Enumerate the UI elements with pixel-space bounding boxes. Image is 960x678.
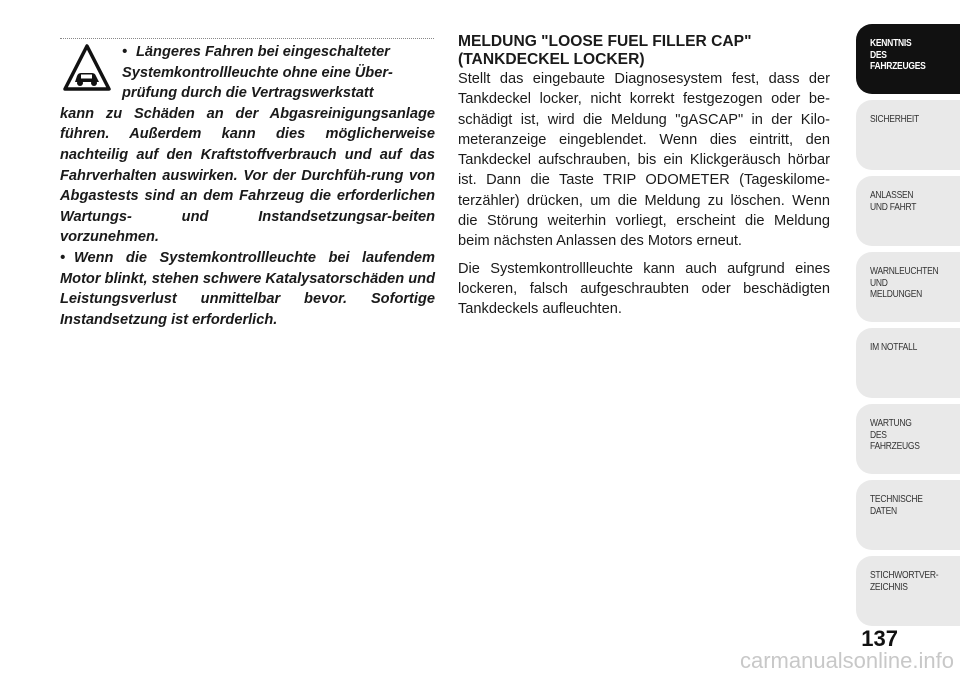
tab-warnleuchten-und-meldungen[interactable]: [856, 252, 960, 322]
bullet-dot: •: [122, 44, 128, 60]
chapter-sidebar: [856, 24, 960, 632]
warning-bullet-1-continuation: kann zu Schäden an der Abgasreinigungsanlage führen. Außerdem kann dies möglicherweise nachteilig auf den Kraftstoffverbrauch und auf das Fahrverhalten auswirken. Vor der Durchfüh-rung von Abgastests sind an dem Fahrzeug die erforderlichen Wartungs- und Instandsetzungsar-beiten vorzunehmen.: [60, 105, 435, 246]
warning-text-block: [60, 42, 435, 330]
loose-fuel-cap-section: [458, 33, 830, 320]
warning-bullet-1-line-3: prüfung durch die Vertragswerkstatt: [122, 85, 374, 102]
tab-label: SICHERHEIT: [870, 114, 919, 125]
tab-kenntnis-des-fahrzeuges[interactable]: [856, 24, 960, 94]
tab-stichwortverzeichnis[interactable]: [856, 556, 960, 626]
section-paragraph-1: Stellt das eingebaute Diagnosesystem fest, dass der Tankdeckel locker, nicht korrekt festgezogen oder be-schädigt ist, wird die Meldung "gASCAP" in der Kilo-meteranzeige eingeblendet. Wenn dies eintritt, den Tankdeckel aufschrauben, bis ein Klickgeräusch hörbar ist. Dann die Taste TRIP ODOMETER (Tageskilome-terzähler) drücken, um die Meldung zu löschen. Wenn die Störung weiterhin vorliegt, erscheint die Meldung beim nächsten Anlassen des Motors erneut.: [458, 71, 830, 250]
section-heading: [458, 33, 830, 69]
tab-wartung-des-fahrzeugs[interactable]: [856, 404, 960, 474]
section-paragraph-2: Die Systemkontrollleuchte kann auch aufgrund eines lockeren, falsch aufgeschraubten oder beschädigten Tankdeckels aufleuchten.: [458, 260, 830, 318]
warning-bullet-1-line-1: Längeres Fahren bei eingeschalteter: [136, 44, 390, 60]
tab-sicherheit[interactable]: [856, 100, 960, 170]
section-heading-line-1: MELDUNG "LOOSE FUEL FILLER CAP": [458, 33, 752, 50]
watermark: carmanualsonline.info: [739, 648, 954, 673]
tab-label: ANLASSEN UND FAHRT: [870, 190, 917, 213]
bullet-dot: •: [60, 249, 66, 266]
warning-bullet-1: [60, 42, 435, 104]
warning-bullet-1-line-2: Systemkontrollleuchte ohne eine Über-: [122, 64, 393, 81]
tab-im-notfall[interactable]: [856, 328, 960, 398]
tab-label: KENNTNIS DES FAHRZEUGES: [870, 38, 926, 72]
tab-label: IM NOTFALL: [870, 342, 918, 353]
tab-technische-daten[interactable]: [856, 480, 960, 550]
top-rule: [60, 38, 434, 39]
tab-label: TECHNISCHE DATEN: [870, 494, 923, 517]
tab-label: STICHWORTVER- ZEICHNIS: [870, 570, 939, 593]
tab-anlassen-und-fahrt[interactable]: [856, 176, 960, 246]
warning-bullet-2: [60, 248, 435, 330]
tab-label: WARNLEUCHTEN UND MELDUNGEN: [870, 266, 939, 300]
warning-bullet-2-text: Wenn die Systemkontrollleuchte bei laufendem Motor blinkt, stehen schwere Katalysatorschäden und Leistungsverlust unmittelbar bevor. Sofortige Instandsetzung ist erforderlich.: [60, 249, 435, 328]
page-number: 137: [861, 626, 898, 651]
tab-label: WARTUNG DES FAHRZEUGS: [870, 418, 920, 452]
section-heading-line-2: (TANKDECKEL LOCKER): [458, 51, 645, 68]
